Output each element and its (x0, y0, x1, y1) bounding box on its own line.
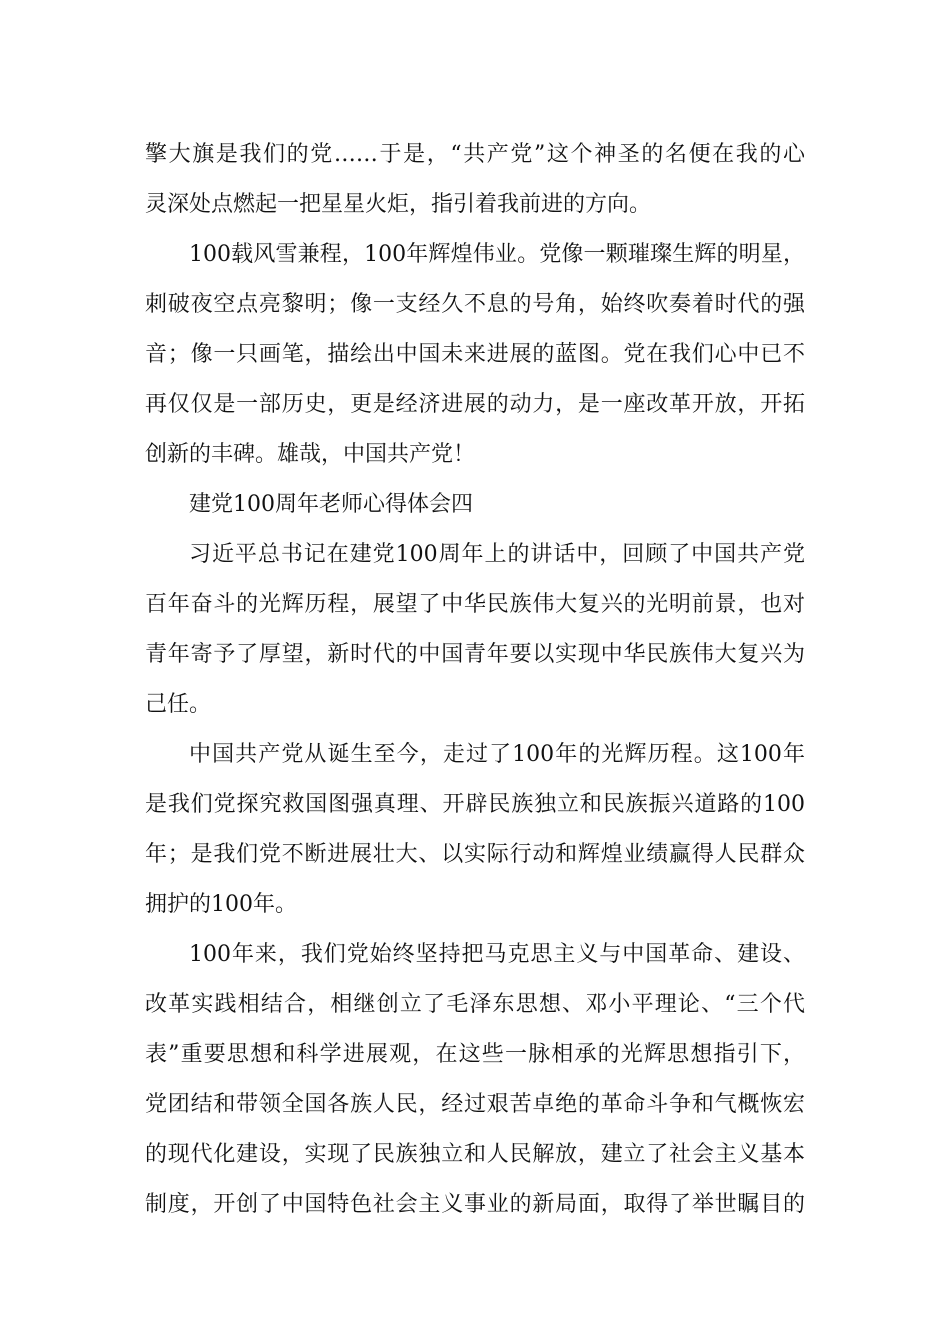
text-line: 表”重要思想和科学进展观，在这些一脉相承的光辉思想指引下， (145, 1042, 805, 1067)
text-line: 年；是我们党不断进展壮大、以实际行动和辉煌业绩赢得人民群众 (145, 842, 805, 867)
text-line: 改革实践相结合，相继创立了毛泽东思想、邓小平理论、“三个代 (145, 992, 805, 1017)
text-line: 党团结和带领全国各族人民，经过艰苦卓绝的革命斗争和气概恢宏 (145, 1092, 805, 1117)
text-line: 拥护的100年。 (145, 892, 297, 917)
text-line: 音；像一只画笔，描绘出中国未来进展的蓝图。党在我们心中已不 (145, 342, 805, 367)
text-line: 青年寄予了厚望，新时代的中国青年要以实现中华民族伟大复兴为 (145, 642, 805, 667)
text-line: 中国共产党从诞生至今，走过了100年的光辉历程。这100年 (189, 742, 805, 767)
text-line: 100年来，我们党始终坚持把马克思主义与中国革命、建设、 (189, 942, 805, 967)
text-line: 再仅仅是一部历史，更是经济进展的动力，是一座改革开放，开拓 (145, 392, 805, 417)
text-line: 习近平总书记在建党100周年上的讲话中，回顾了中国共产党 (189, 542, 805, 567)
section-heading: 建党100周年老师心得体会四 (189, 492, 473, 517)
text-line: 是我们党探究救国图强真理、开辟民族独立和民族振兴道路的100 (145, 792, 805, 817)
text-line: 制度，开创了中国特色社会主义事业的新局面，取得了举世瞩目的 (145, 1192, 805, 1217)
text-line: 灵深处点燃起一把星星火炬，指引着我前进的方向。 (145, 192, 652, 217)
body-text (145, 130, 805, 1230)
text-line: 创新的丰碑。雄哉，中国共产党！ (145, 442, 476, 467)
text-line: 己任。 (145, 692, 212, 717)
text-line: 的现代化建设，实现了民族独立和人民解放，建立了社会主义基本 (145, 1142, 805, 1167)
text-line: 擎大旗是我们的党……于是，“共产党”这个神圣的名便在我的心 (145, 142, 805, 167)
text-line: 刺破夜空点亮黎明；像一支经久不息的号角，始终吹奏着时代的强 (145, 292, 805, 317)
text-line: 百年奋斗的光辉历程，展望了中华民族伟大复兴的光明前景，也对 (145, 592, 805, 617)
text-line: 100载风雪兼程，100年辉煌伟业。党像一颗璀璨生辉的明星， (189, 242, 805, 267)
